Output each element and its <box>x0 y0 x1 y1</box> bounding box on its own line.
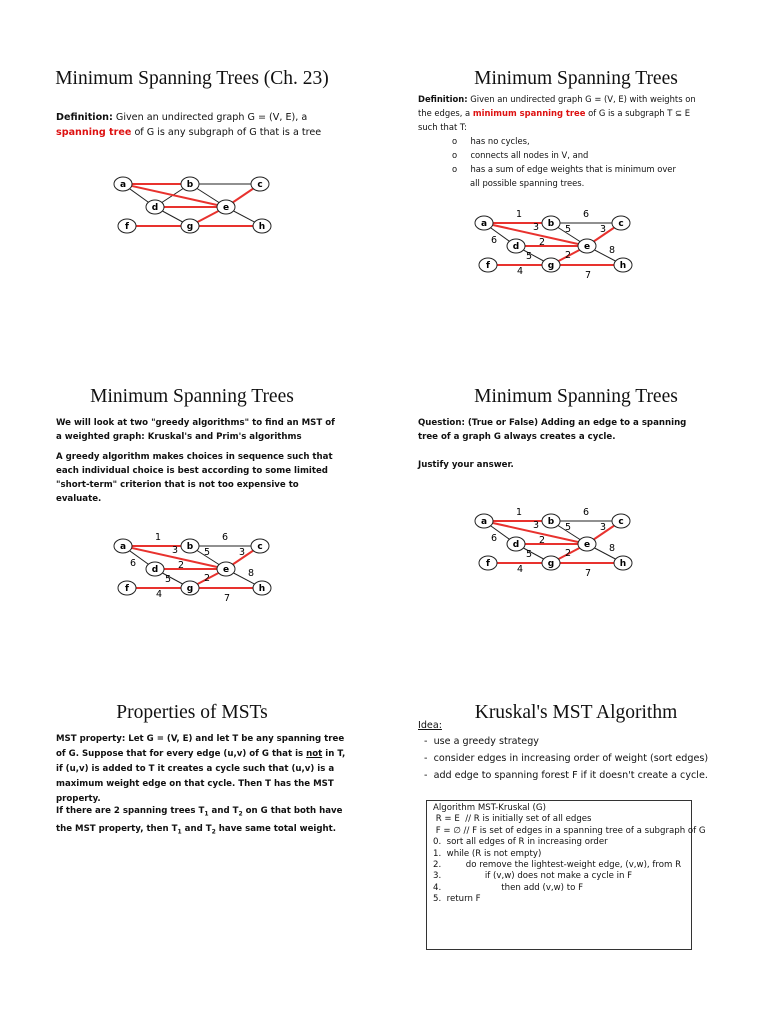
definition-part: Given an undirected graph G = (V, E) with weights on <box>470 94 696 104</box>
node-h: h <box>258 222 266 232</box>
algo-line: 1. while (R is not empty) <box>433 848 542 859</box>
algo-line: 0. sort all edges of R in increasing order <box>433 837 608 848</box>
slide-4 <box>384 340 768 670</box>
edge-weight-label: 5 <box>203 547 211 558</box>
node-a: a <box>480 517 488 527</box>
edge-weight-label: 6 <box>490 533 498 544</box>
text-part: have same total weight. <box>215 823 337 834</box>
bullet-item: - use a greedy strategy <box>424 736 539 747</box>
edge-weight-label: 3 <box>532 520 540 531</box>
edge-weight-label: 7 <box>584 568 592 579</box>
subscript: 2 <box>211 828 216 836</box>
edge-weight-label: 6 <box>221 532 229 543</box>
bullet-item: - consider edges in increasing order of weight (sort edges) <box>424 753 709 764</box>
edge-weight-label: 6 <box>582 209 590 220</box>
bullet-item: o has no cycles, <box>452 136 530 146</box>
algo-line: R = E // R is initially set of all edges <box>433 814 592 825</box>
bullet-text: has no cycles, <box>470 136 530 146</box>
idea-label: Idea: <box>418 720 442 731</box>
node-d: d <box>151 203 159 213</box>
bullet-text: connects all nodes in V, and <box>470 150 589 160</box>
subscript: 2 <box>238 810 243 818</box>
slide-title: Properties of MSTs <box>116 702 268 723</box>
justify-text: Justify your answer. <box>418 460 514 470</box>
node-h: h <box>619 559 627 569</box>
node-c: c <box>618 219 624 229</box>
mst-property-text <box>56 732 346 807</box>
node-b: b <box>547 219 555 229</box>
text-part: in T, if (u,v) is added to T it creates a cycle such that (u,v) is a maximum weight edge on that cycle. Then T has the MST property. <box>56 749 346 804</box>
edge-weight-label: 8 <box>608 543 616 554</box>
slide-3 <box>0 340 384 670</box>
node-f: f <box>125 222 129 232</box>
edge-weight-label: 8 <box>608 245 616 256</box>
edge-weight-label: 2 <box>177 560 185 571</box>
node-a: a <box>480 219 488 229</box>
node-c: c <box>257 542 263 552</box>
edge-weight-label: 6 <box>129 558 137 569</box>
edge-weight-label: 2 <box>538 535 546 546</box>
node-b: b <box>186 180 194 190</box>
definition-part: the edges, a <box>418 108 471 118</box>
edge-weight-label: 4 <box>516 266 524 277</box>
algo-line: Algorithm MST-Kruskal (G) <box>433 803 546 813</box>
definition-label: Definition: <box>56 112 113 123</box>
node-f: f <box>486 261 490 271</box>
weighted-graph-diagram <box>0 340 384 670</box>
node-g: g <box>547 261 555 271</box>
text-part: on G that both have the MST property, then T <box>56 806 343 834</box>
algo-line: 3. if (v,w) does not make a cycle in F <box>433 871 633 882</box>
node-b: b <box>186 542 194 552</box>
edge-weight-label: 1 <box>154 532 162 543</box>
slide-1 <box>0 0 384 330</box>
weighted-graph-diagram <box>384 0 768 330</box>
bullet-text: add edge to spanning forest F if it doesn't create a cycle. <box>433 770 708 781</box>
node-d: d <box>512 540 520 550</box>
slide-title: Minimum Spanning Trees <box>90 386 294 407</box>
edge-weight-label: 1 <box>515 209 523 220</box>
node-e: e <box>222 565 230 575</box>
node-c: c <box>618 517 624 527</box>
node-d: d <box>151 565 159 575</box>
slide-title: Minimum Spanning Trees <box>474 68 678 89</box>
edge-weight-label: 6 <box>582 507 590 518</box>
edge-weight-label: 5 <box>525 549 533 560</box>
node-e: e <box>222 203 230 213</box>
algo-line: F = ∅ // F is set of edges in a spanning tree of a subgraph of G <box>433 825 706 836</box>
definition-part: Given an undirected graph G = (V, E), a <box>115 112 308 123</box>
bullet-item: - add edge to spanning forest F if it doesn't create a cycle. <box>424 770 708 781</box>
node-a: a <box>119 180 127 190</box>
bullet-item: o has a sum of edge weights that is minimum over <box>452 164 676 174</box>
highlight-term: minimum spanning tree <box>472 108 586 118</box>
edge-weight-label: 3 <box>532 222 540 233</box>
bullet-text: consider edges in increasing order of weight (sort edges) <box>433 753 709 764</box>
slide-title: Minimum Spanning Trees (Ch. 23) <box>55 68 329 89</box>
definition-part: of G is any subgraph of G that is a tree <box>134 127 322 138</box>
text-part: and T <box>181 823 212 834</box>
node-h: h <box>619 261 627 271</box>
spanning-trees-text <box>56 804 346 839</box>
edge-weight-label: 5 <box>164 574 172 585</box>
edge-weight-label: 7 <box>584 270 592 281</box>
bullet-item: o connects all nodes in V, and <box>452 150 589 160</box>
edge-weight-label: 7 <box>223 593 231 604</box>
node-e: e <box>583 242 591 252</box>
algorithm-box <box>426 800 706 950</box>
node-f: f <box>125 584 129 594</box>
edge-weight-label: 1 <box>515 507 523 518</box>
text-part: MST property: Let G = (V, E) and let T be any spanning tree of G. Suppose that for every edge (u,v) of G that is <box>56 734 345 759</box>
node-c: c <box>257 180 263 190</box>
graph-diagram <box>0 0 384 330</box>
slide-title: Kruskal's MST Algorithm <box>474 702 678 723</box>
algo-line: 2. do remove the lightest-weight edge, (v,w), from R <box>433 860 682 871</box>
algo-line: 4. then add (v,w) to F <box>433 882 584 893</box>
definition-part: such that T: <box>418 122 467 132</box>
edge-weight-label: 3 <box>599 522 607 533</box>
edge-weight-label: 5 <box>564 522 572 533</box>
edge-weight-label: 6 <box>490 235 498 246</box>
question-text: Question: (True or False) Adding an edge to a spanning tree of a graph G always creates a cycle. <box>418 418 687 442</box>
edge-weight-label: 2 <box>538 237 546 248</box>
paragraph-2: A greedy algorithm makes choices in sequence such that each individual choice is best according to some limited "short-term" criterion that is not too expensive to evaluate. <box>56 452 333 504</box>
edge-weight-label: 4 <box>155 589 163 600</box>
node-b: b <box>547 517 555 527</box>
text-part: and T <box>208 806 239 816</box>
highlight-term: spanning tree <box>56 127 132 138</box>
definition-part: of G is a subgraph T ⊆ E <box>588 108 691 118</box>
node-a: a <box>119 542 127 552</box>
text-part: If there are 2 spanning trees T <box>56 806 205 816</box>
weighted-graph-diagram <box>384 340 768 670</box>
node-e: e <box>583 540 591 550</box>
node-h: h <box>258 584 266 594</box>
definition-label: Definition: <box>418 94 468 104</box>
algo-line: 5. return F <box>433 894 481 905</box>
edge-weight-label: 3 <box>171 545 179 556</box>
edge-weight-label: 3 <box>599 224 607 235</box>
slide-2 <box>384 0 768 330</box>
node-g: g <box>186 222 194 232</box>
edge-weight-label: 8 <box>247 568 255 579</box>
edge-weight-label: 5 <box>564 224 572 235</box>
slide-title: Minimum Spanning Trees <box>474 386 678 407</box>
bullet-text: has a sum of edge weights that is minimum over <box>470 164 676 174</box>
subscript: 1 <box>204 810 209 818</box>
node-f: f <box>486 559 490 569</box>
edge-weight-label: 2 <box>564 250 572 261</box>
node-d: d <box>512 242 520 252</box>
node-g: g <box>186 584 194 594</box>
edge-weight-label: 2 <box>203 573 211 584</box>
edge-weight-label: 5 <box>525 251 533 262</box>
bullet-text: all possible spanning trees. <box>470 178 585 188</box>
bullet-text: use a greedy strategy <box>433 736 539 747</box>
slide-5 <box>0 680 384 1010</box>
subscript: 1 <box>177 828 182 836</box>
edge-weight-label: 2 <box>564 548 572 559</box>
edge-weight-label: 3 <box>238 547 246 558</box>
node-g: g <box>547 559 555 569</box>
edge-weight-label: 4 <box>516 564 524 575</box>
paragraph-1: We will look at two "greedy algorithms" to find an MST of a weighted graph: Kruskal's and Prim's algorithms <box>56 418 335 442</box>
underlined-word: not <box>306 749 323 759</box>
